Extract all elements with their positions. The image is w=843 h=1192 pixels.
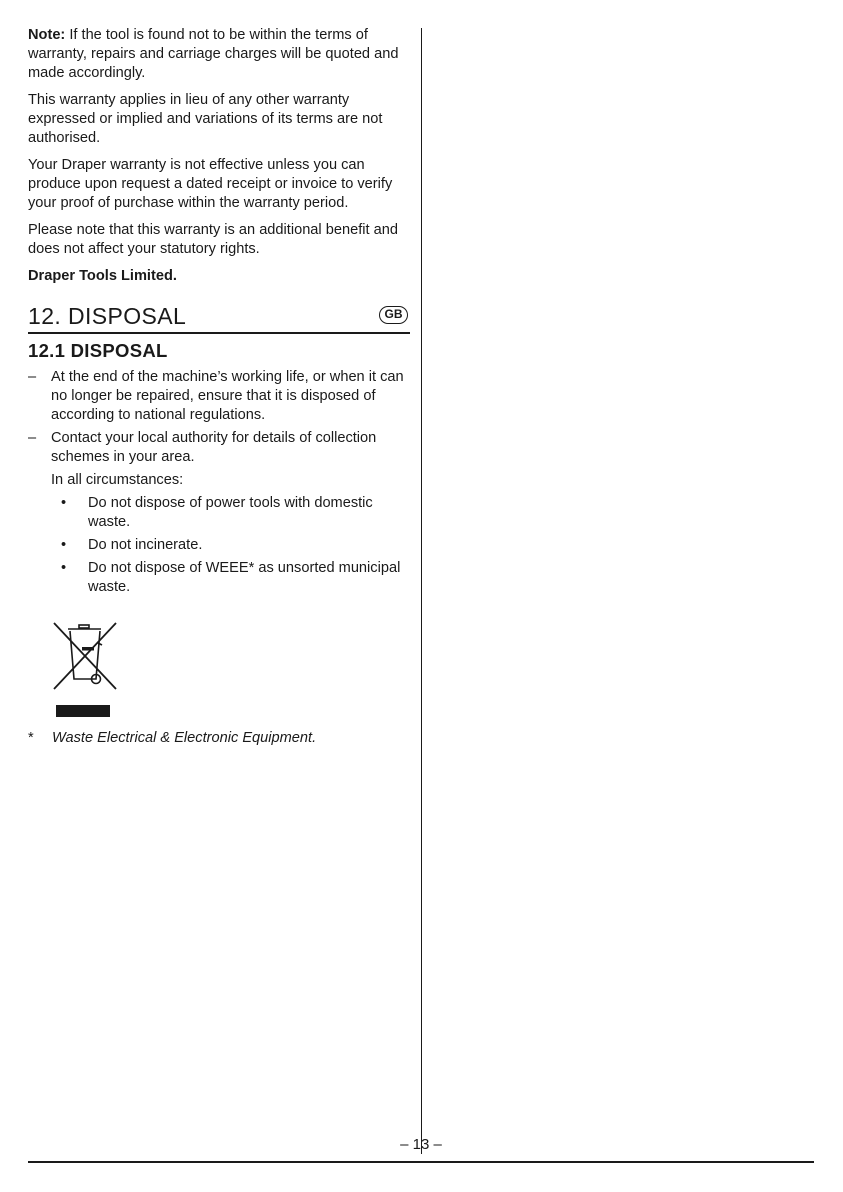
note-text: If the tool is found not to be within the terms of warranty, repairs and carriage charges will be quoted and made accordingly. xyxy=(28,27,399,81)
left-column xyxy=(28,26,410,748)
dash-mark: – xyxy=(28,430,37,446)
weee-symbol xyxy=(52,619,142,717)
footnote-text: Waste Electrical & Electronic Equipment. xyxy=(52,730,317,746)
bullet-mark: • xyxy=(61,495,67,511)
dash-item xyxy=(28,429,410,467)
dash-item-text: At the end of the machine’s working life, or when it can no longer be repaired, ensure that it is disposed of according to national regulations. xyxy=(51,369,404,423)
section-title: 12. DISPOSAL xyxy=(28,303,187,329)
dash-item-text: Contact your local authority for details of collection schemes in your area. xyxy=(51,430,377,465)
bullet-text: Do not dispose of power tools with domestic waste. xyxy=(88,495,373,530)
bullet-mark: • xyxy=(61,560,67,576)
section-header xyxy=(28,302,410,334)
bullet-text: Do not incinerate. xyxy=(88,537,203,553)
crossed-out-wheelie-bin-icon xyxy=(52,619,118,691)
company-name: Draper Tools Limited. xyxy=(28,268,177,284)
page-number: – 13 – xyxy=(400,1136,442,1153)
warranty-note xyxy=(28,26,410,83)
column-divider xyxy=(421,28,422,1154)
bullet-text: Do not dispose of WEEE* as unsorted municipal waste. xyxy=(88,560,401,595)
circumstances-label: In all circumstances: xyxy=(51,472,184,488)
bullet-mark: • xyxy=(61,537,67,553)
warranty-lieu-paragraph: This warranty applies in lieu of any other warranty expressed or implied and variations of its terms are not authorised. xyxy=(28,92,383,146)
bullet-item xyxy=(28,536,410,555)
footnote xyxy=(28,729,410,748)
weee-bar xyxy=(56,705,110,717)
dash-item xyxy=(28,368,410,425)
bullet-item xyxy=(28,559,410,597)
dash-mark: – xyxy=(28,369,37,385)
warranty-receipt-paragraph: Your Draper warranty is not effective unless you can produce upon request a dated receipt or invoice to verify your proof of purchase within the warranty period. xyxy=(28,157,393,211)
footer-rule xyxy=(28,1161,814,1163)
footnote-mark: * xyxy=(28,730,34,746)
subsection-title: 12.1 DISPOSAL xyxy=(28,340,168,361)
bullet-item xyxy=(28,494,410,532)
note-label: Note: xyxy=(28,27,66,43)
gb-badge: GB xyxy=(379,306,408,324)
warranty-benefit-paragraph: Please note that this warranty is an additional benefit and does not affect your statutory rights. xyxy=(28,222,398,257)
